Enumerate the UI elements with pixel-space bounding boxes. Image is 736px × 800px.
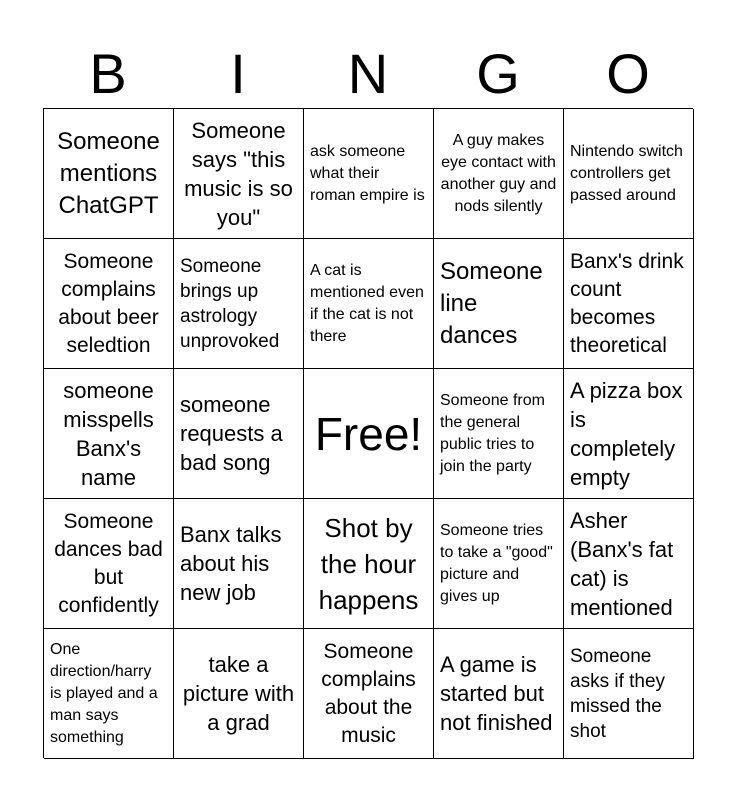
bingo-cell[interactable]: A game is started but not finished — [434, 629, 564, 759]
bingo-cell[interactable]: Someone says "this music is so you" — [174, 109, 304, 239]
bingo-cell[interactable]: A guy makes eye contact with another guy and nods silently — [434, 109, 564, 239]
bingo-cell[interactable]: Someone complains about beer seledtion — [44, 239, 174, 369]
bingo-cell[interactable]: Someone from the general public tries to join the party — [434, 369, 564, 499]
bingo-cell[interactable]: Someone complains about the music — [304, 629, 434, 759]
header-letter-o: O — [606, 42, 650, 105]
bingo-cell[interactable]: Nintendo switch controllers get passed around — [564, 109, 694, 239]
bingo-cell[interactable]: Someone line dances — [434, 239, 564, 369]
bingo-cell[interactable]: A cat is mentioned even if the cat is not there — [304, 239, 434, 369]
bingo-cell[interactable]: someone misspells Banx's name — [44, 369, 174, 499]
header-letter-n: N — [347, 42, 389, 105]
bingo-cell[interactable]: Someone mentions ChatGPT — [44, 109, 174, 239]
bingo-cell[interactable]: Someone asks if they missed the shot — [564, 629, 694, 759]
bingo-cell[interactable]: Someone brings up astrology unprovoked — [174, 239, 304, 369]
bingo-cell[interactable]: Asher (Banx's fat cat) is mentioned — [564, 499, 694, 629]
header-letter-g: G — [476, 42, 520, 105]
header-letter-b: B — [89, 42, 127, 105]
bingo-header — [43, 40, 693, 108]
bingo-free-cell[interactable]: Free! — [304, 369, 434, 499]
bingo-cell[interactable]: take a picture with a grad — [174, 629, 304, 759]
bingo-cell[interactable]: Shot by the hour happens — [304, 499, 434, 629]
bingo-cell[interactable]: Banx talks about his new job — [174, 499, 304, 629]
bingo-cell[interactable]: ask someone what their roman empire is — [304, 109, 434, 239]
bingo-cell[interactable]: Someone dances bad but confidently — [44, 499, 174, 629]
bingo-cell[interactable]: One direction/harry is played and a man says something — [44, 629, 174, 759]
bingo-cell[interactable]: someone requests a bad song — [174, 369, 304, 499]
header-letter-i: I — [230, 42, 246, 105]
bingo-cell[interactable]: Banx's drink count becomes theoretical — [564, 239, 694, 369]
bingo-grid — [43, 108, 693, 758]
bingo-cell[interactable]: A pizza box is completely empty — [564, 369, 694, 499]
bingo-cell[interactable]: Someone tries to take a "good" picture and gives up — [434, 499, 564, 629]
